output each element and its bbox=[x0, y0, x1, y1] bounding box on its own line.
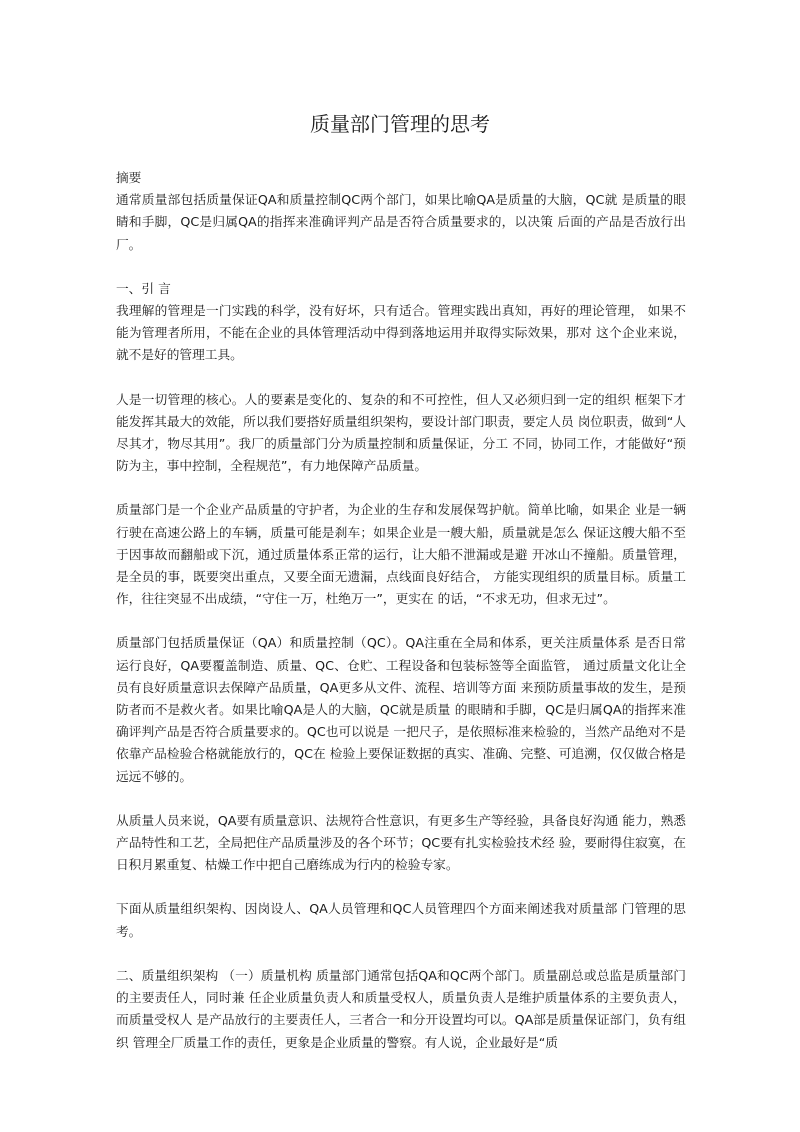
document-title: 质量部门管理的思考 bbox=[310, 112, 490, 136]
paragraph: 下面从质量组织架构、因岗设人、QA人员管理和QC人员管理四个方面来阐述我对质量部 门管理的思考。 bbox=[116, 901, 686, 939]
document-body bbox=[116, 167, 686, 1076]
paragraph-section-organization: 二、质量组织架构 （一）质量机构 质量部门通常包括QA和QC两个部门。质量副总或总监是质量部门的主要责任人，同时兼 任企业质量负责人和质量受权人，质量负责人是维护质量体系的主要负责人，而质量受权人 是产品放行的主要责任人，三者合一和分开设置均可以。QA部是质量保证部门，负有组织 管理全厂质量工作的责任，更象是企业质量的警察。有人说，企业最好是“质 bbox=[116, 967, 686, 1050]
paragraph: 质量部门是一个企业产品质量的守护者，为企业的生存和发展保驾护航。简单比喻，如果企 业是一辆行驶在高速公路上的车辆，质量可能是刹车；如果企业是一艘大船，质量就是怎么 保证这艘大船不至于因事故而翻船或下沉，通过质量体系正常的运行，让大船不泄漏或是避 开冰山不撞船。质量管理，是全员的事，既要突出重点，又要全面无遗漏，点线面良好结合， 方能实现组织的质量目标。质量工作，往往突显不出成绩，“守住一万，杜绝万一”，更实在 的话，“不求无功，但求无过”。 bbox=[116, 502, 686, 607]
paragraph: 质量部门包括质量保证（QA）和质量控制（QC）。QA注重在全局和体系，更关注质量体系 是否日常运行良好，QA要覆盖制造、质量、QC、仓贮、工程设备和包装标签等全面监管， 通过质量文化让全员有良好质量意识去保障产品质量，QA更多从文件、流程、培训等方面 来预防质量事故的发生，是预防者而不是救火者。如果比喻QA是人的大脑，QC就是质量 的眼睛和手脚，QC是归属QA的指挥来准确评判产品是否符合质量要求的。QC也可以说是 一把尺子，是依照标准来检验的，当然产品绝对不是依靠产品检验合格就能放行的，QC在 检验上要保证数据的真实、准确、完整、可追溯，仅仅做合格是远远不够的。 bbox=[116, 635, 686, 784]
paragraph: 从质量人员来说，QA要有质量意识、法规符合性意识，有更多生产等经验，具备良好沟通 能力，熟悉产品特性和工艺，全局把住产品质量涉及的各个环节；QC要有扎实检验技术经 验，要耐得住寂寞，在日积月累重复、枯燥工作中把自己磨练成为行内的检验专家。 bbox=[116, 812, 686, 873]
paragraph: 我理解的管理是一门实践的科学，没有好坏，只有适合。管理实践出真知，再好的理论管理， 如果不能为管理者所用，不能在企业的具体管理活动中得到落地运用并取得实际效果，那对 这个企业来说，就不是好的管理工具。 bbox=[116, 303, 686, 363]
section-heading-introduction: 一、引 言 bbox=[116, 280, 171, 296]
paragraph: 人是一切管理的核心。人的要素是变化的、复杂的和不可控性，但人又必须归到一定的组织 框架下才能发挥其最大的效能，所以我们要搭好质量组织架构，要设计部门职责，要定人员 岗位职责，做到“人尽其才，物尽其用”。我厂的质量部门分为质量控制和质量保证，分工 不同，协同工作，才能做好“预防为主，事中控制，全程规范”，有力地保障产品质量。 bbox=[116, 391, 686, 474]
abstract-heading: 摘要 bbox=[116, 170, 142, 185]
abstract-paragraph: 通常质量部包括质量保证QA和质量控制QC两个部门，如果比喻QA是质量的大脑，QC就 是质量的眼睛和手脚，QC是归属QA的指挥来准确评判产品是否符合质量要求的，以决策 后面的产品是否放行出厂。 bbox=[116, 192, 686, 252]
